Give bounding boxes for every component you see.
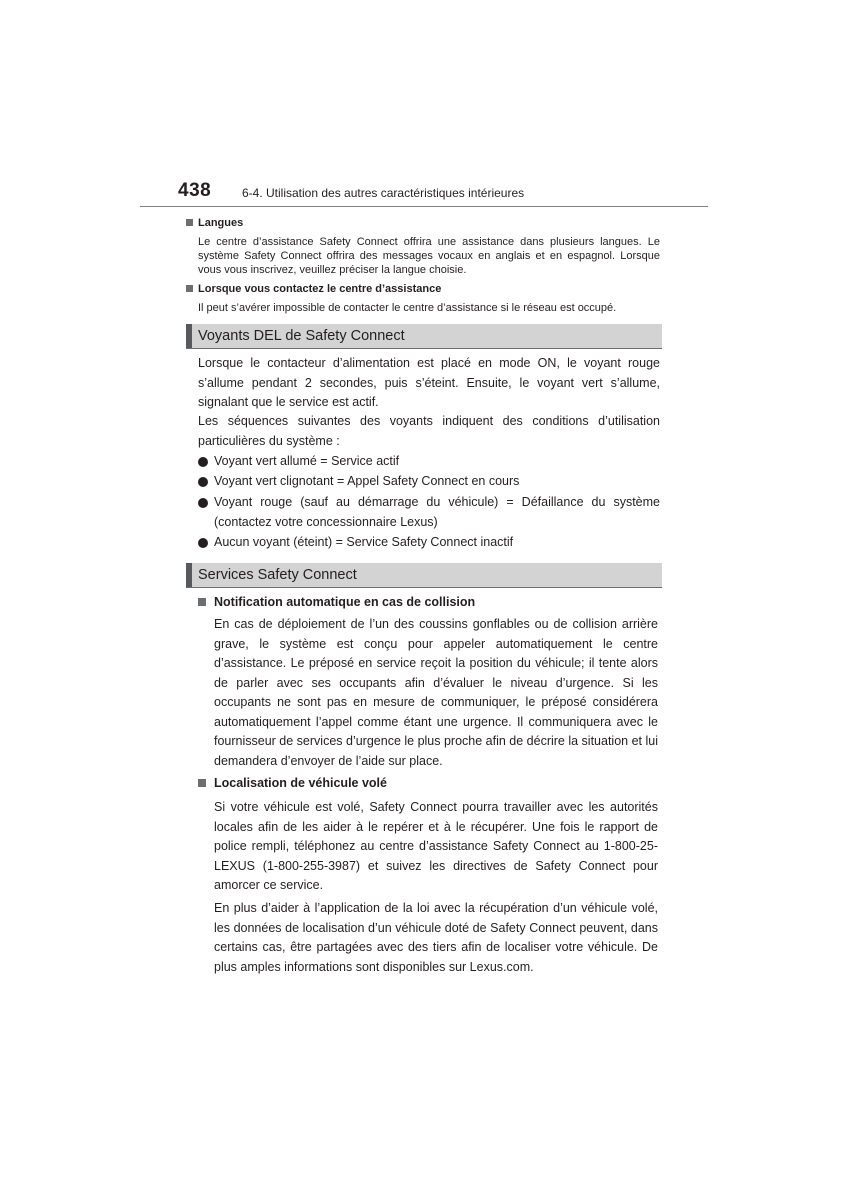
voyants-paragraph: Lorsque le contacteur d’alimentation est placé en mode ON, le voyant rouge s’allume pendant 2 secondes, puis s’éteint. Ensuite, le voyant vert s’allume, signalant que le service est actif. <box>198 356 660 409</box>
section-header-services <box>186 563 662 588</box>
list-item: Voyant rouge (sauf au démarrage du véhicule) = Défaillance du système (contactez votre concessionnaire Lexus) <box>198 493 660 532</box>
section-header-voyants <box>186 324 662 349</box>
bullet-icon <box>198 457 208 467</box>
collision-heading: Notification automatique en cas de collision <box>198 595 475 609</box>
list-item: Voyant vert clignotant = Appel Safety Connect en cours <box>198 472 660 492</box>
square-bullet-icon <box>186 219 193 226</box>
voyants-paragraph: Les séquences suivantes des voyants indiquent des conditions d’utilisation particulières du système : <box>198 414 660 448</box>
list-item: Aucun voyant (éteint) = Service Safety Connect inactif <box>198 533 660 553</box>
chapter-title: 6-4. Utilisation des autres caractéristiques intérieures <box>242 186 525 200</box>
bullet-icon <box>198 477 208 487</box>
square-bullet-icon <box>186 285 193 292</box>
langues-text: Le centre d’assistance Safety Connect offrira une assistance dans plusieurs langues. Le système Safety Connect offrira des messages vocaux en anglais et en espagnol. Lorsque vous vous inscrivez, veuillez préciser la langue choisie. <box>198 236 660 276</box>
square-bullet-icon <box>198 598 206 606</box>
page-number: 438 <box>178 180 212 201</box>
vol-heading: Localisation de véhicule volé <box>198 776 387 790</box>
contact-heading: Lorsque vous contactez le centre d’assistance <box>186 283 441 295</box>
section-title: Voyants DEL de Safety Connect <box>198 328 405 344</box>
header-divider <box>140 206 708 207</box>
vol-paragraph: En plus d’aider à l’application de la loi avec la récupération d’un véhicule volé, les données de localisation d’un véhicule doté de Safety Connect peuvent, dans certains cas, être partagées avec des tiers afin de localiser votre véhicule. De plus amples informations sont disponibles sur Lexus.com. <box>214 901 658 974</box>
bullet-icon <box>198 498 208 508</box>
section-title: Services Safety Connect <box>198 567 357 583</box>
collision-paragraph: En cas de déploiement de l’un des coussins gonflables ou de collision arrière grave, le système est conçu pour appeler automatiquement le centre d’assistance. Le préposé en service reçoit la position du véhicule; il tente alors de parler avec ses occupants afin d’évaluer le niveau d’urgence. Si les occupants ne sont pas en mesure de communiquer, le préposé considérera automatiquement l’appel comme étant une urgence. Il communiquera avec le fournisseur de services d’urgence le plus proche afin de décrire la situation et lui demandera d’envoyer de l’aide sur place. <box>214 617 658 768</box>
square-bullet-icon <box>198 779 206 787</box>
bullet-icon <box>198 538 208 548</box>
langues-heading: Langues <box>186 217 243 229</box>
list-item: Voyant vert allumé = Service actif <box>198 452 660 472</box>
vol-paragraph: Si votre véhicule est volé, Safety Connect pourra travailler avec les autorités locales afin de les aider à le repérer et à le récupérer. Une fois le rapport de police rempli, téléphonez au centre d’assistance Safety Connect au 1-800-25-LEXUS (1-800-255-3987) et suivez les directives de Safety Connect pour amorcer ce service. <box>214 800 658 892</box>
contact-text: Il peut s’avérer impossible de contacter le centre d’assistance si le réseau est occupé. <box>198 302 617 314</box>
